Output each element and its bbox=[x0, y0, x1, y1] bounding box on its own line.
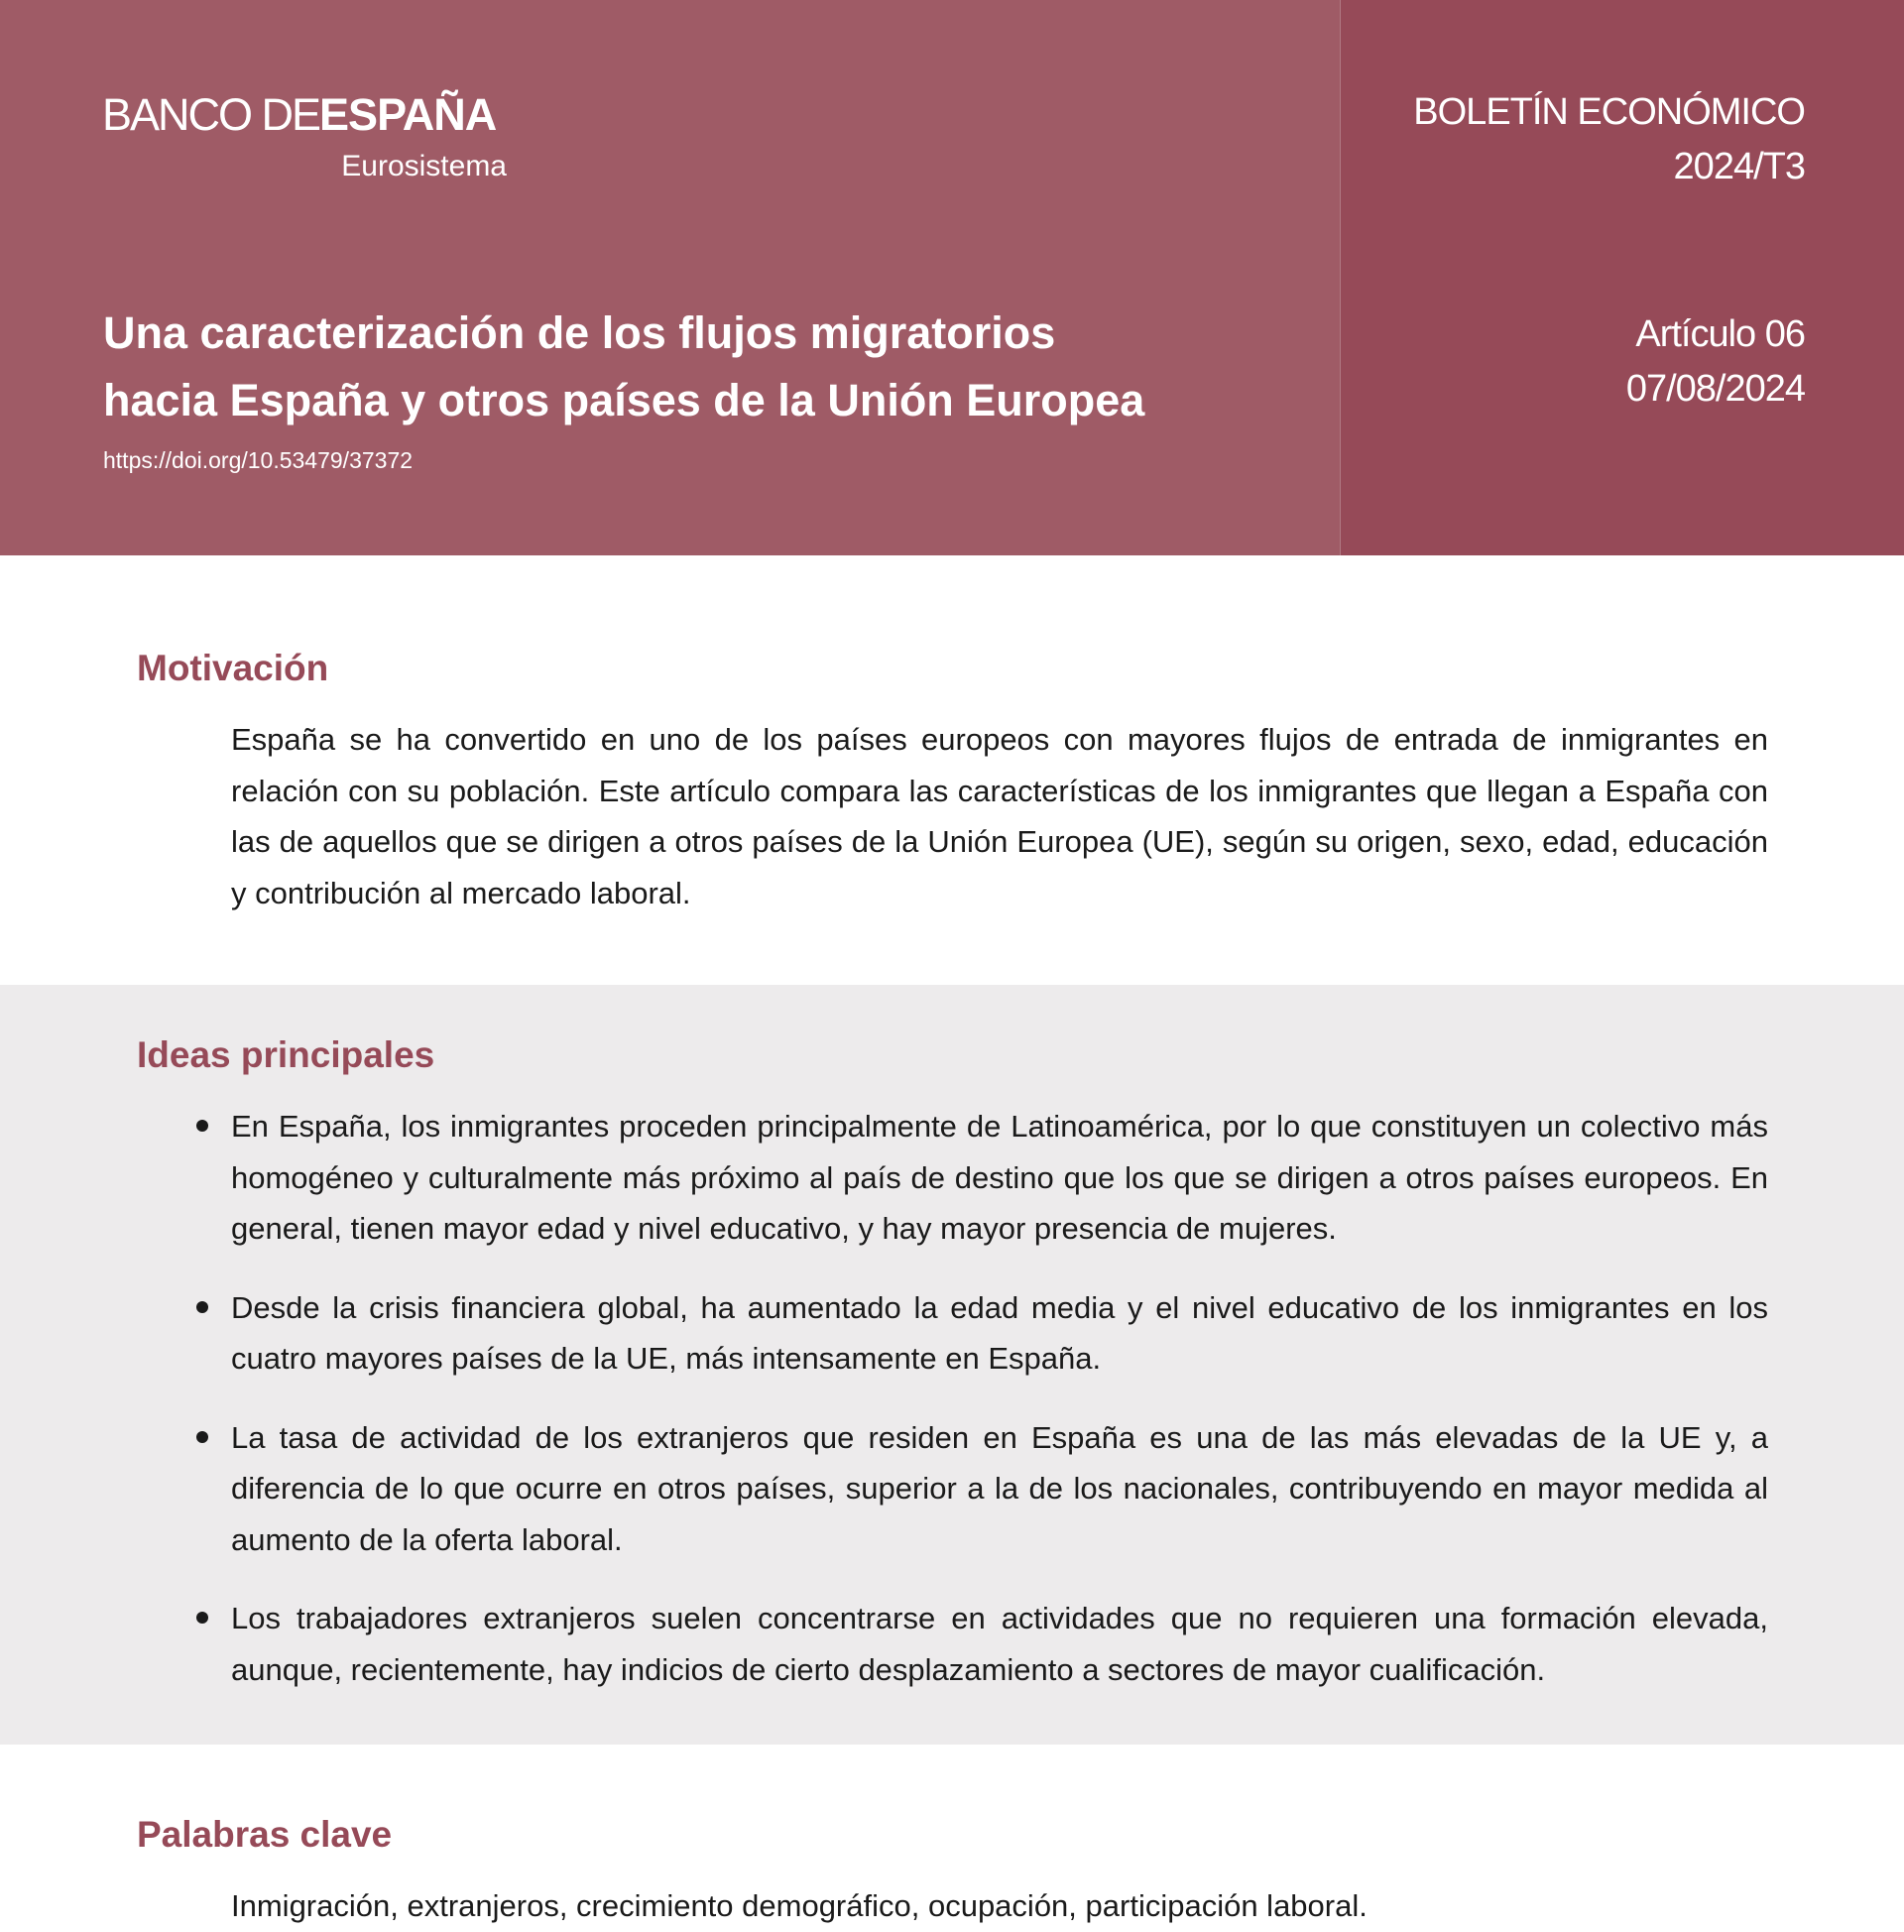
logo-wordmark-light: BANCO DE bbox=[102, 89, 320, 140]
page-title-line-1: Una caracterización de los flujos migratorios bbox=[103, 307, 1056, 358]
bullet-dot-icon bbox=[196, 1612, 208, 1624]
logo-subtitle: Eurosistema bbox=[341, 150, 507, 182]
header-side-panel bbox=[1341, 0, 1904, 555]
list-item-text: Desde la crisis financiera global, ha aumentado la edad media y el nivel educativo de los inmigrantes en los cuatro mayores países de la UE, más intensamente en España. bbox=[231, 1289, 1768, 1376]
list-item-text: Los trabajadores extranjeros suelen concentrarse en actividades que no requieren una formación elevada, aunque, recientemente, hay indicios de cierto desplazamiento a sectores de mayor cualificación. bbox=[231, 1601, 1768, 1687]
ideas-section bbox=[0, 985, 1904, 1745]
ideas-list bbox=[231, 1101, 1768, 1723]
motivacion-heading: Motivación bbox=[137, 648, 329, 688]
list-item bbox=[231, 1101, 1768, 1255]
list-item bbox=[231, 1282, 1768, 1385]
banco-de-espana-logo bbox=[102, 89, 507, 182]
logo-wordmark bbox=[102, 89, 496, 141]
bulletin-info bbox=[1413, 85, 1805, 194]
palabras-clave-section bbox=[0, 1745, 1904, 1923]
palabras-clave-text: Inmigración, extranjeros, crecimiento demográfico, ocupación, participación laboral. bbox=[231, 1888, 1368, 1923]
list-item-text: La tasa de actividad de los extranjeros que residen en España es una de las más elevadas de la UE y, a diferencia de lo que ocurre en otros países, superior a la de los nacionales, contribuyendo en mayor medida al aumento de la oferta laboral. bbox=[231, 1419, 1768, 1557]
motivacion-section bbox=[0, 555, 1904, 985]
list-item-text: En España, los inmigrantes proceden principalmente de Latinoamérica, por lo que constituyen un colectivo más homogéneo y culturalmente más próximo al país de destino que los que se dirigen a otros países europeos. En general, tienen mayor edad y nivel educativo, y hay mayor presencia de mujeres. bbox=[231, 1109, 1768, 1246]
article-date: 07/08/2024 bbox=[1625, 368, 1805, 410]
article-info bbox=[1626, 307, 1805, 417]
list-item bbox=[231, 1412, 1768, 1566]
bulletin-issue: 2024/T3 bbox=[1673, 146, 1805, 187]
page-title bbox=[103, 300, 1313, 434]
bullet-dot-icon bbox=[196, 1431, 208, 1443]
ideas-heading: Ideas principales bbox=[137, 1034, 435, 1075]
page-title-line-2: hacia España y otros países de la Unión Europea bbox=[103, 375, 1145, 425]
bulletin-name: BOLETÍN ECONÓMICO bbox=[1413, 91, 1805, 133]
motivacion-text: España se ha convertido en uno de los países europeos con mayores flujos de entrada de inmigrantes en relación con su población. Este artículo compara las características de los inmigrantes que llegan a España con las de aquellos que se dirigen a otros países de la Unión Europea (UE), según su origen, sexo, edad, educación y contribución al mercado laboral. bbox=[231, 722, 1768, 910]
list-item bbox=[231, 1593, 1768, 1695]
palabras-clave-heading: Palabras clave bbox=[137, 1814, 393, 1855]
bullet-dot-icon bbox=[196, 1120, 208, 1132]
header bbox=[0, 0, 1904, 555]
logo-wordmark-bold: ESPAÑA bbox=[319, 89, 497, 140]
article-number: Artículo 06 bbox=[1635, 313, 1805, 355]
doi-link[interactable]: https://doi.org/10.53479/37372 bbox=[103, 447, 414, 473]
bullet-dot-icon bbox=[196, 1301, 208, 1313]
